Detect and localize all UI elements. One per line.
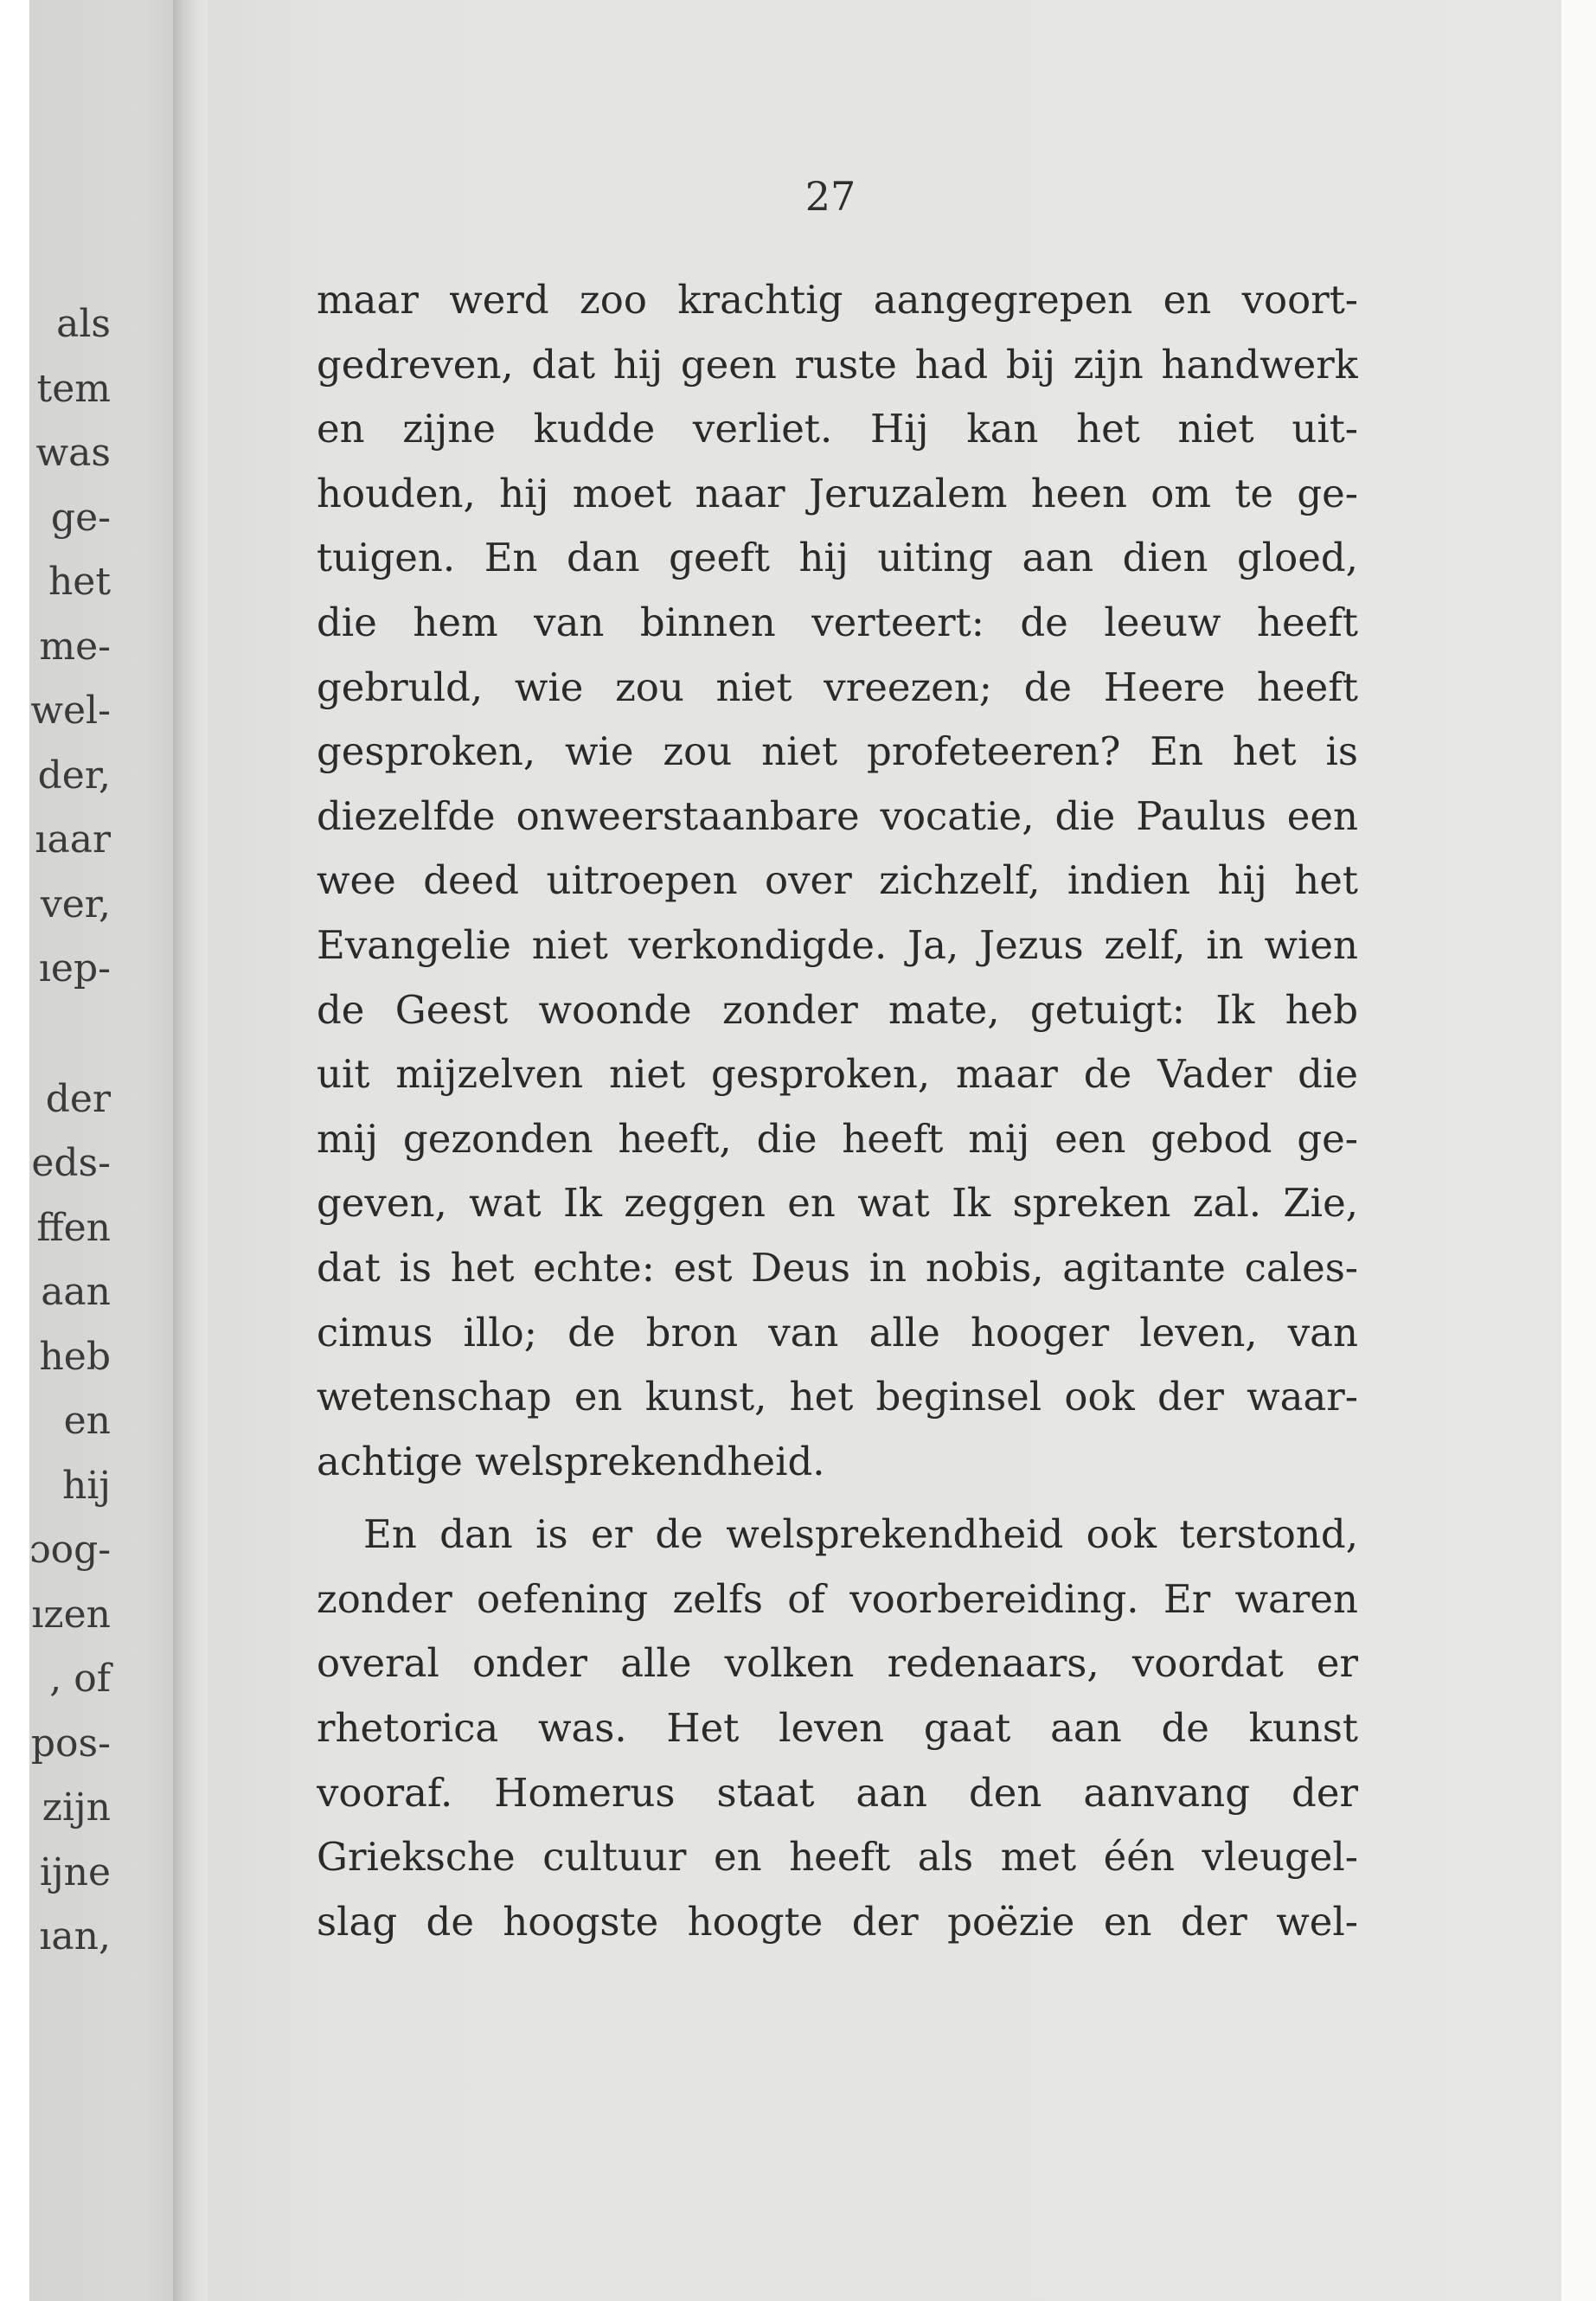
text-line: vooraf. Homerus staat aan den aanvang der	[317, 1769, 1358, 1816]
fragment: was	[35, 431, 111, 475]
text-line: en zijne kudde verliet. Hij kan het niet uit-	[317, 406, 1358, 452]
fragment: ıaar	[35, 817, 111, 862]
scan-margin-right	[1561, 0, 1596, 2301]
text-line: wetenschap en kunst, het beginsel ook der waar-	[317, 1374, 1358, 1420]
text-line: die hem van binnen verteert: de leeuw heeft	[317, 599, 1358, 645]
page-number: 27	[804, 173, 856, 220]
text-line: diezelfde onweerstaanbare vocatie, die Paulus een	[317, 792, 1358, 839]
text-line: tuigen. En dan geeft hij uiting aan dien gloed,	[317, 535, 1358, 581]
fragment: ızen	[31, 1592, 111, 1637]
fragment: ijne	[39, 1849, 111, 1894]
book-gutter	[173, 0, 208, 2301]
text-line: slag de hoogste hoogte der poëzie en der wel-	[317, 1898, 1358, 1945]
text-line: houden, hij moet naar Jeruzalem heen om te ge-	[317, 470, 1358, 516]
text-line: Evangelie niet verkondigde. Ja, Jezus zelf, in wien	[317, 921, 1358, 968]
text-line: zonder oefening zelfs of voorbereiding. Er waren	[317, 1575, 1358, 1622]
fragment: tem	[36, 366, 111, 411]
text-line: rhetorica was. Het leven gaat aan de kunst	[317, 1705, 1358, 1752]
fragment: ver,	[40, 881, 111, 926]
text-line: geven, wat Ik zeggen en wat Ik spreken zal. Zie,	[317, 1180, 1358, 1227]
text-line: maar werd zoo krachtig aangegrepen en voort-	[317, 277, 1358, 323]
fragment: hij	[61, 1463, 111, 1508]
fragment: ıep-	[38, 946, 111, 990]
text-line: En dan is er de welsprekendheid ook terstond,	[363, 1511, 1358, 1558]
fragment: eds-	[31, 1141, 111, 1185]
facing-page-word-fragments	[29, 292, 111, 1970]
text-line: Grieksche cultuur en heeft als met één vleugel-	[317, 1834, 1358, 1881]
text-line: dat is het echte: est Deus in nobis, agitante cales-	[317, 1244, 1358, 1291]
fragment-gap	[29, 1002, 111, 1067]
body-text	[317, 268, 1358, 1954]
fragment: der	[45, 1076, 111, 1121]
fragment: ge-	[50, 495, 111, 540]
fragment: me-	[39, 624, 111, 669]
text-line: wee deed uitroepen over zichzelf, indien hij het	[317, 857, 1358, 904]
text-line: gedreven, dat hij geen ruste had bij zijn handwerk	[317, 341, 1358, 388]
fragment: ffen	[36, 1205, 111, 1250]
fragment: en	[63, 1399, 111, 1443]
fragment: aan	[41, 1270, 111, 1314]
fragment: wel-	[30, 689, 111, 733]
fragment: pos-	[30, 1721, 111, 1766]
fragment: der,	[37, 753, 111, 798]
fragment: ıan,	[39, 1914, 111, 1958]
fragment: zijn	[42, 1785, 111, 1830]
fragment: , of	[49, 1657, 111, 1701]
fragment: heb	[39, 1334, 111, 1379]
text-line: mij gezonden heeft, die heeft mij een gebod ge-	[317, 1115, 1358, 1162]
text-line: uit mijzelven niet gesproken, maar de Vader die	[317, 1051, 1358, 1098]
text-line: de Geest woonde zonder mate, getuigt: Ik heb	[317, 986, 1358, 1033]
fragment: als	[56, 302, 111, 346]
scan-margin-left	[0, 0, 29, 2301]
text-line: gesproken, wie zou niet profeteeren? En het is	[317, 728, 1358, 775]
text-line: gebruld, wie zou niet vreezen; de Heere heeft	[317, 663, 1358, 710]
fragment: het	[48, 560, 111, 604]
text-line: overal onder alle volken redenaars, voordat er	[317, 1640, 1358, 1687]
facing-page-edge	[29, 0, 190, 2301]
fragment: ɔog-	[29, 1528, 112, 1572]
text-line: cimus illo; de bron van alle hooger leven, van	[317, 1309, 1358, 1356]
text-line: achtige welsprekendheid.	[317, 1438, 825, 1484]
